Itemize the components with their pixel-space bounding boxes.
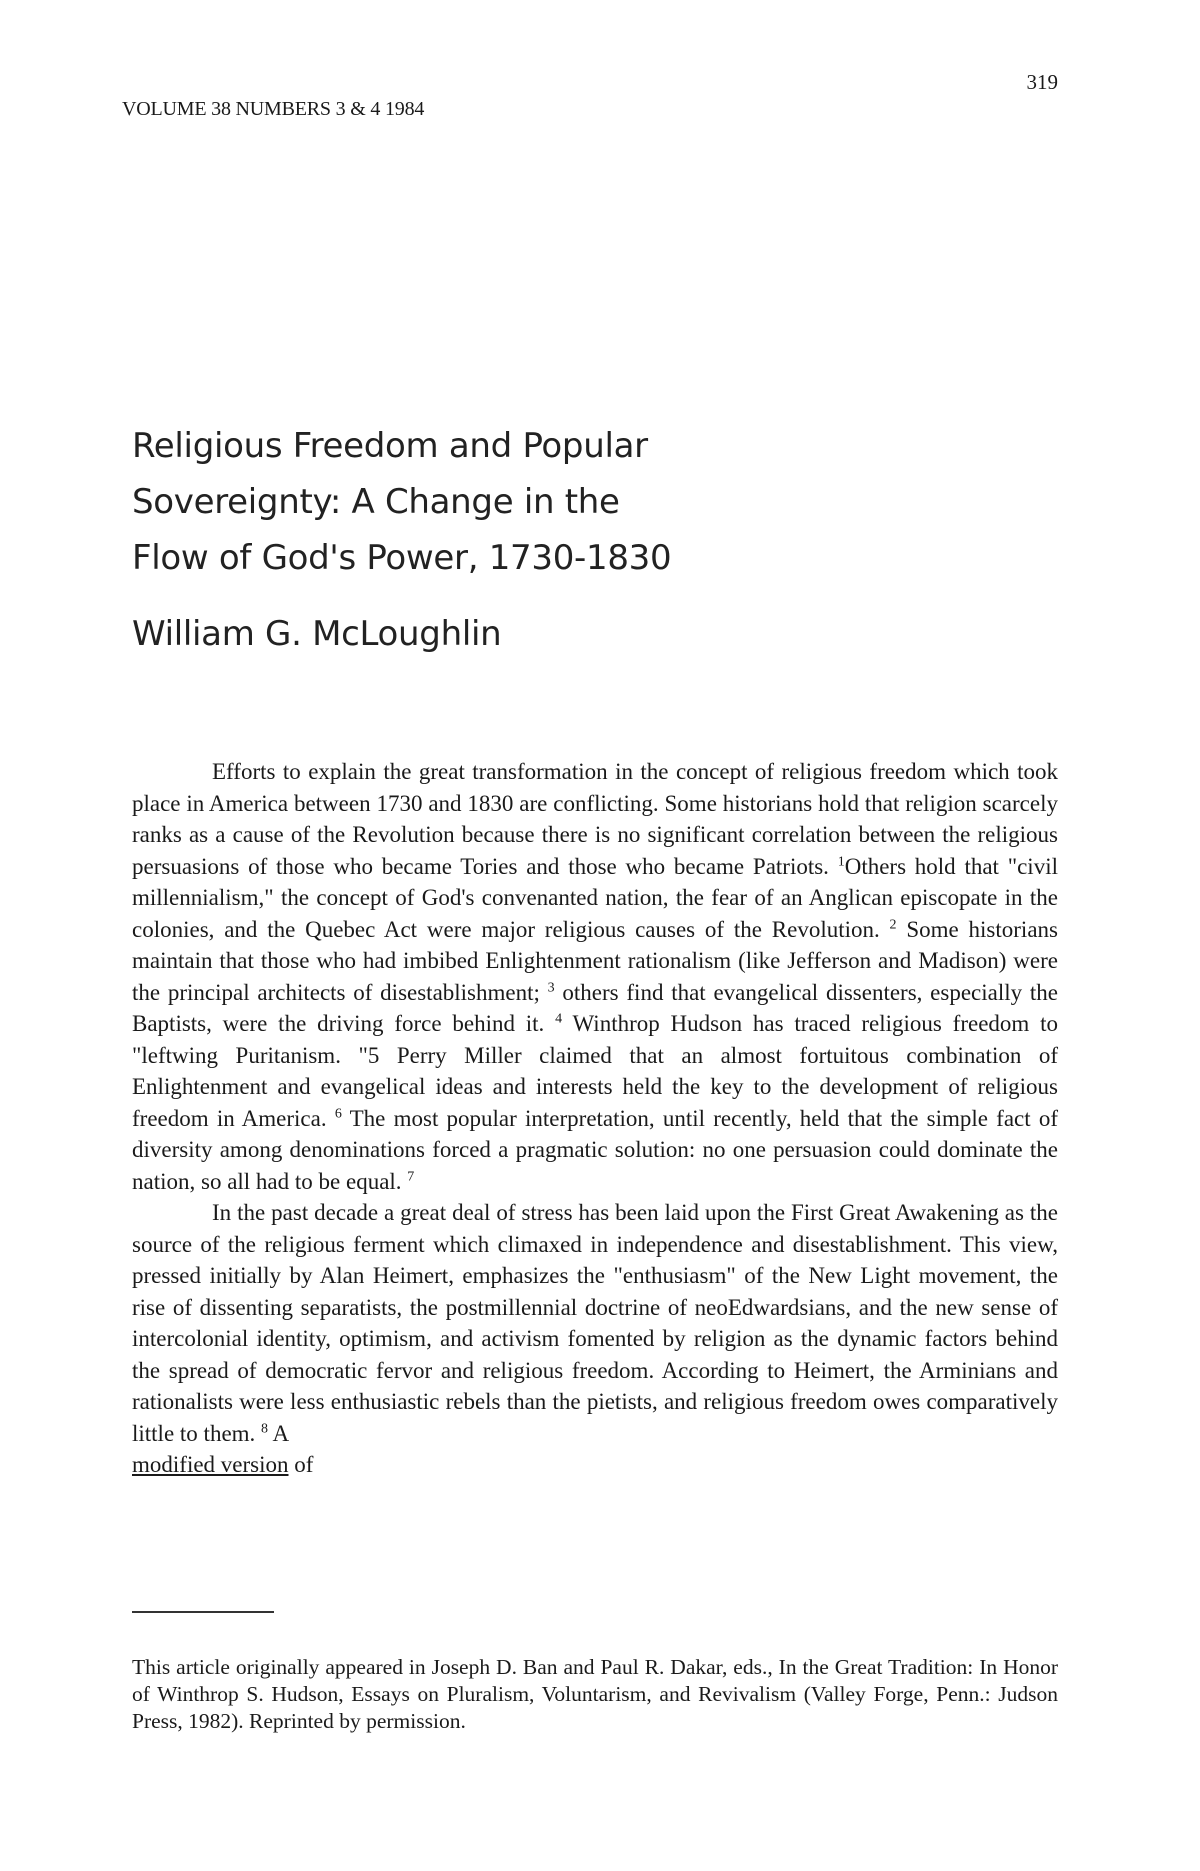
article-body [132, 756, 1058, 1481]
paragraph-1-text: Others hold that "civil millennialism," the concept of God's convenanted nation, the fear of an Anglican episcopate in the colonies, and the Quebec Act were major religious causes of the Revolution. [132, 853, 1058, 942]
paragraph-1-text: Some historians maintain that those who had imbibed Enlightenment rationalism (like Jefferson and Madison) were the principal architects of disestablishment; [132, 916, 1058, 1005]
paragraph-2-text: In the past decade a great deal of stress has been laid upon the First Great Awakening as the source of the religious ferment which climaxed in independence and disestablishment. This view, pressed initially by Alan Heimert, emphasizes the "enthusiasm" of the New Light movement, the rise of dissenting separatists, the postmillennial doctrine of neoEdwardsians, and the new sense of intercolonial identity, optimism, and activism fomented by religion as the dynamic factors behind the spread of democratic fervor and religious freedom. According to Heimert, the Arminians and rationalists were less enthusiastic rebels than the pietists, and religious freedom owes comparatively little to them. [132, 1200, 1058, 1446]
footnote-divider [132, 1611, 274, 1613]
paragraph-2-text: of [288, 1452, 314, 1477]
footnote-ref-1: 1 [837, 853, 845, 869]
paragraph-1-text: Efforts to explain the great transformation in the concept of religious freedom which took place in America between 1730 and 1830 are conflicting. Some historians hold that religion scarcely ranks as a cause of the Revolution because there is no significant correlation between the religious persuasions of those who became Tories and those who became Patriots. [132, 759, 1058, 879]
article-title-line-2: Sovereignty: A Change in the [132, 482, 620, 522]
author-name: William G. McLoughlin [132, 614, 502, 654]
footnote-ref-7: 7 [407, 1168, 415, 1184]
paragraph-2-text: A [268, 1420, 290, 1446]
article-header [132, 418, 832, 656]
source-footnote: This article originally appeared in Joseph D. Ban and Paul R. Dakar, eds., In the Great Tradition: In Honor of Winthrop S. Hudson, Essays on Pluralism, Voluntarism, and Revivalism (Valley Forge, Penn.: Judson Press, 1982). Reprinted by permission. [132, 1655, 1058, 1733]
page-number: 319 [1026, 70, 1058, 94]
paragraph-2-underlined-text: modified version [132, 1452, 289, 1477]
paragraph-1 [132, 756, 1058, 1197]
footnote-ref-4: 4 [555, 1011, 563, 1027]
article-title-line-3: Flow of God's Power, 1730-1830 [132, 538, 672, 578]
paragraph-1-text: others find that evangelical dissenters, especially the Baptists, were the driving force behind it. [132, 979, 1058, 1036]
paragraph-1-text: The most popular interpretation, until recently, held that the simple fact of diversity among denominations forced a pragmatic solution: no one persuasion could dominate the nation, so all had to be equal. [132, 1105, 1059, 1194]
footnote-ref-8: 8 [261, 1420, 269, 1436]
paragraph-1-text: Winthrop Hudson has traced religious freedom to "leftwing Puritanism. "5 Perry Miller claimed that an almost fortuitous combination of Enlightenment and evangelical ideas and interests held the key to the development of religious freedom in America. [132, 1011, 1058, 1131]
footnote-ref-2: 2 [889, 916, 897, 932]
running-head: VOLUME 38 NUMBERS 3 & 4 1984 [122, 98, 425, 120]
paragraph-2 [132, 1197, 1058, 1481]
article-title-line-1: Religious Freedom and Popular [132, 426, 648, 466]
footnote-ref-6: 6 [334, 1105, 342, 1121]
footnote-ref-3: 3 [547, 979, 555, 995]
